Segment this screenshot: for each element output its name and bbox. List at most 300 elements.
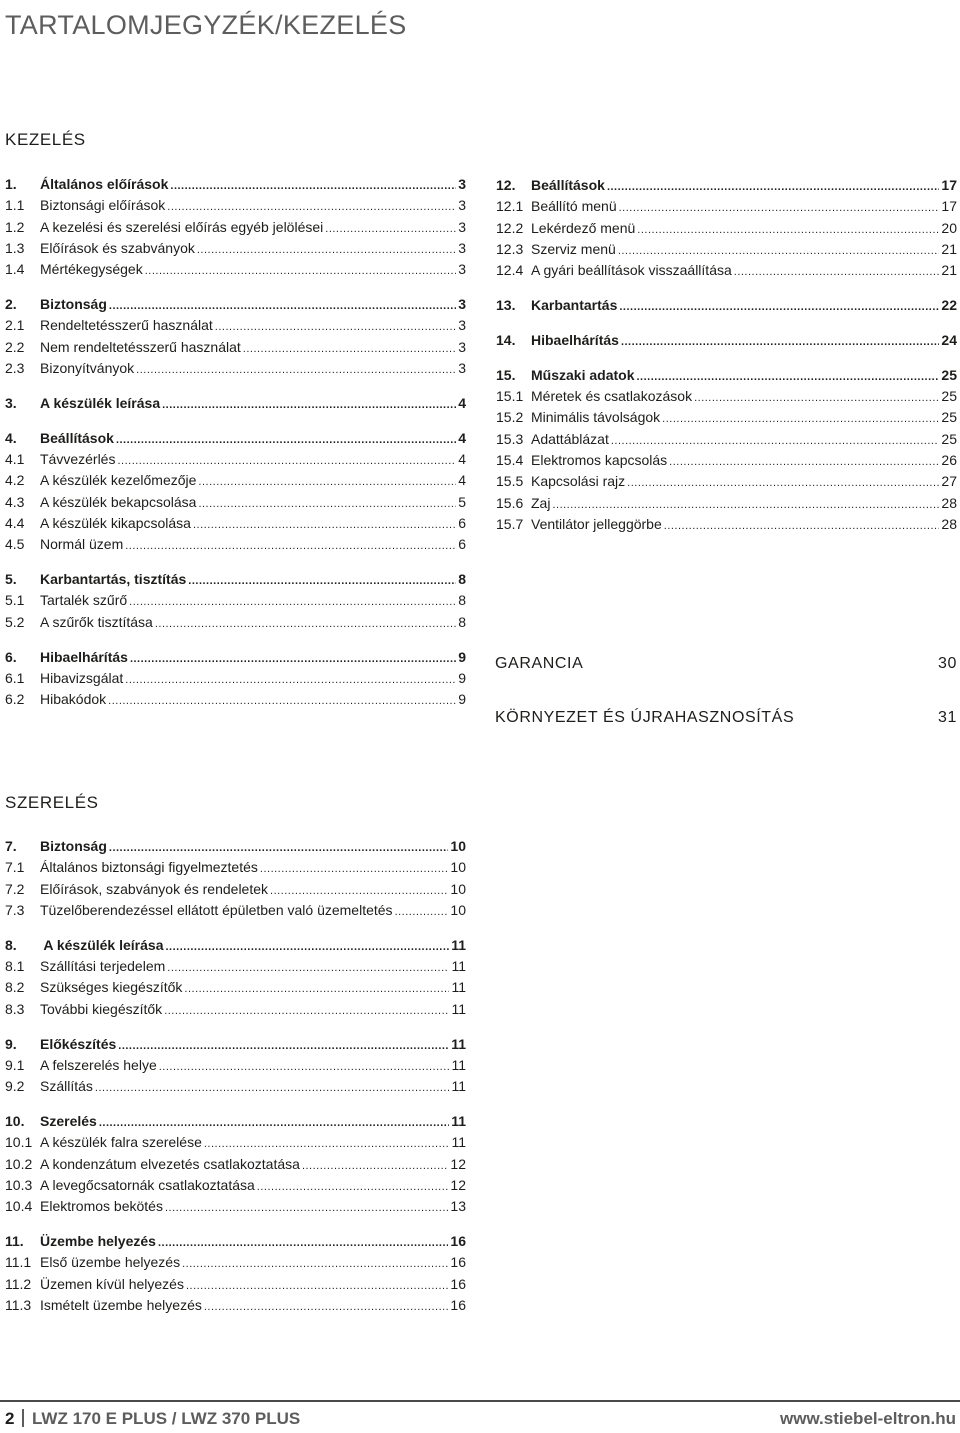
page-title: TARTALOMJEGYZÉK/KEZELÉS xyxy=(5,10,407,40)
toc-subentry[interactable] xyxy=(5,879,466,900)
toc-entry-number: 12.4 xyxy=(496,262,524,279)
toc-entry-page: 3 xyxy=(458,338,466,355)
dot-leader xyxy=(198,470,456,493)
toc-entry-title: Bizonyítványok xyxy=(40,359,135,376)
toc-entry-page: 11 xyxy=(451,1035,466,1052)
dot-leader xyxy=(164,999,449,1022)
toc-entry-page: 3 xyxy=(458,296,466,313)
toc-entry-page: 25 xyxy=(941,388,957,405)
dot-leader xyxy=(186,1274,448,1297)
toc-entry-page: 16 xyxy=(450,1275,466,1292)
toc-entry-title: Beállítások xyxy=(531,177,605,193)
toc-entry-page: 12 xyxy=(450,1155,466,1172)
toc-entry-title: Nem rendeltetésszerű használat xyxy=(40,338,241,355)
toc-entry-number: 2.3 xyxy=(5,359,25,376)
dot-leader xyxy=(125,534,456,557)
toc-entry-title: A gyári beállítások visszaállítása xyxy=(531,262,732,279)
toc-entry-title: További kiegészítők xyxy=(40,1000,163,1017)
toc-subentry[interactable] xyxy=(5,315,466,336)
dot-leader xyxy=(118,1034,449,1057)
dot-leader xyxy=(170,174,456,197)
toc-entry-number: 4.4 xyxy=(5,514,25,531)
toc-entry-page: 31 xyxy=(938,709,957,726)
toc-entry-title: Előírások, szabványok és rendeletek xyxy=(40,880,269,897)
toc-entry-number: 9. xyxy=(5,1035,17,1052)
toc-entry-title: Előírások és szabványok xyxy=(40,239,195,256)
toc-subentry[interactable] xyxy=(496,471,957,492)
dot-leader xyxy=(109,836,449,859)
toc-subentry[interactable] xyxy=(5,590,466,611)
toc-entry-number: 1. xyxy=(5,176,17,192)
toc-entry-number: 15.1 xyxy=(496,388,524,405)
toc-entry-number: 10.3 xyxy=(5,1176,33,1193)
toc-subentry[interactable] xyxy=(5,857,466,878)
toc-subentry[interactable] xyxy=(5,217,466,238)
toc-chapter-entry[interactable] xyxy=(5,174,466,195)
toc-entry-title: Általános előírások xyxy=(40,176,169,192)
toc-entry-page: 27 xyxy=(941,473,957,490)
toc-subentry[interactable] xyxy=(5,689,466,710)
toc-subentry[interactable] xyxy=(496,260,957,281)
dot-leader xyxy=(627,471,939,494)
toc-entry-title: A szűrők tisztítása xyxy=(40,613,153,630)
toc-entry-title: Tüzelőberendezéssel ellátott épületben való üzemeltetés xyxy=(40,901,393,918)
toc-entry-page: 5 xyxy=(458,493,466,510)
toc-chapter-entry[interactable] xyxy=(5,1231,466,1252)
toc-entry-title: A készülék kezelőmezője xyxy=(40,472,197,489)
toc-entry-page: 8 xyxy=(458,613,466,630)
toc-entry-page: 28 xyxy=(941,494,957,511)
dot-leader xyxy=(159,1055,450,1078)
toc-entry-page: 16 xyxy=(450,1254,466,1271)
toc-entry-label: GARANCIA xyxy=(495,655,584,672)
toc-entry-number: 15.7 xyxy=(496,515,524,532)
toc-entry-title: Beállító menü xyxy=(531,198,617,215)
footer-page-number: 2 xyxy=(5,1409,15,1428)
toc-entry-number: 15.3 xyxy=(496,430,524,447)
toc-entry-page: 11 xyxy=(451,958,466,975)
toc-entry-page: 3 xyxy=(458,176,466,192)
toc-subentry[interactable] xyxy=(5,1295,466,1316)
toc-entry-number: 12. xyxy=(496,177,516,193)
toc-entry-page: 6 xyxy=(458,536,466,553)
section-heading-szereles: SZERELÉS xyxy=(5,793,99,812)
toc-entry-label: KÖRNYEZET ÉS ÚJRAHASZNOSÍTÁS xyxy=(495,709,795,726)
toc-entry-page: 11 xyxy=(451,1000,466,1017)
toc-entry-number: 8. xyxy=(5,936,17,953)
dot-leader xyxy=(184,977,449,1000)
toc-entry-number: 3. xyxy=(5,394,17,411)
toc-entry-page: 20 xyxy=(941,219,957,236)
toc-group xyxy=(5,294,466,379)
toc-group xyxy=(5,1111,466,1217)
dot-leader xyxy=(109,294,456,317)
toc-entry-page: 17 xyxy=(941,177,957,193)
toc-entry-title: Üzemen kívül helyezés xyxy=(40,1275,184,1292)
toc-entry-title: Zaj xyxy=(531,494,551,511)
footer-separator xyxy=(22,1409,24,1427)
toc-entry-page: 21 xyxy=(941,240,957,257)
toc-subentry[interactable] xyxy=(496,407,957,428)
toc-entry-page: 10 xyxy=(450,880,466,897)
toc-entry-number: 5.1 xyxy=(5,592,25,609)
toc-entry-title: Biztonság xyxy=(40,838,107,854)
dot-leader xyxy=(662,407,939,430)
toc-group xyxy=(5,1231,466,1316)
dot-leader xyxy=(165,935,449,958)
toc-subentry[interactable] xyxy=(5,1196,466,1217)
dot-leader xyxy=(167,195,456,218)
toc-entry-title: Karbantartás xyxy=(531,297,618,314)
footer-model: LWZ 170 E PLUS / LWZ 370 PLUS xyxy=(31,1409,301,1428)
toc-entry-title: Távvezérlés xyxy=(40,451,116,468)
toc-subentry[interactable] xyxy=(5,238,466,259)
toc-entry-title: A kondenzátum elvezetés csatlakoztatása xyxy=(40,1155,300,1172)
toc-entry-title: Normál üzem xyxy=(40,536,124,553)
toc-group xyxy=(5,647,466,711)
toc-entry-page: 11 xyxy=(451,1134,466,1151)
toc-entry-number: 1.1 xyxy=(5,197,25,214)
dot-leader xyxy=(182,1252,448,1275)
toc-entry-number: 11.3 xyxy=(5,1297,32,1314)
toc-entry-title: Hibakódok xyxy=(40,691,107,708)
toc-group xyxy=(5,935,466,1020)
toc-entry-title: Hibaelhárítás xyxy=(531,331,619,348)
toc-entry-number: 4.5 xyxy=(5,536,25,553)
dot-leader xyxy=(129,590,456,613)
toc-subentry[interactable] xyxy=(5,1252,466,1273)
toc-entry-title: Adattáblázat xyxy=(531,430,609,447)
dot-leader xyxy=(130,647,456,670)
toc-entry-number: 4.2 xyxy=(5,472,25,489)
toc-entry-page: 30 xyxy=(938,655,957,672)
toc-entry-number: 12.3 xyxy=(496,240,524,257)
toc-group xyxy=(496,330,957,351)
toc-entry-title: Ismételt üzembe helyezés xyxy=(40,1297,202,1314)
toc-entry-title: Műszaki adatok xyxy=(531,366,635,383)
toc-entry-number: 7.2 xyxy=(5,880,25,897)
toc-subentry[interactable] xyxy=(5,358,466,379)
toc-entry-page: 3 xyxy=(458,218,466,235)
toc-entry-title: Elektromos kapcsolás xyxy=(531,452,668,469)
toc-group xyxy=(496,175,957,281)
toc-subentry[interactable] xyxy=(496,429,957,450)
toc-chapter-entry[interactable] xyxy=(5,393,466,414)
dot-leader xyxy=(607,175,939,198)
toc-entry-title: Tartalék szűrő xyxy=(40,592,128,609)
toc-subentry[interactable] xyxy=(5,492,466,513)
toc-entry-page: 21 xyxy=(941,262,957,279)
toc-entry-number: 15.5 xyxy=(496,473,524,490)
toc-entry-title: Elektromos bekötés xyxy=(40,1198,163,1215)
toc-entry-page: 12 xyxy=(450,1176,466,1193)
toc-chapter-entry[interactable] xyxy=(496,365,957,386)
toc-entry-number: 7.1 xyxy=(5,859,25,876)
dot-leader xyxy=(637,218,939,241)
toc-entry-page: 22 xyxy=(941,297,957,314)
toc-entry-number: 4.1 xyxy=(5,451,25,468)
toc-subentry[interactable] xyxy=(5,195,466,216)
dot-leader xyxy=(552,493,939,516)
toc-entry-title: Biztonság xyxy=(40,296,107,313)
toc-group xyxy=(5,836,466,921)
toc-entry-title: Minimális távolságok xyxy=(531,409,661,426)
toc-entry-page: 25 xyxy=(941,409,957,426)
dot-leader xyxy=(664,514,940,537)
toc-subentry[interactable] xyxy=(5,612,466,633)
toc-entry-title: A készülék leírása xyxy=(40,394,161,411)
footer-divider xyxy=(0,1400,960,1402)
toc-subentry[interactable] xyxy=(496,493,957,514)
toc-entry-title: A készülék kikapcsolása xyxy=(40,514,191,531)
toc-entry-page: 4 xyxy=(458,394,466,411)
toc-entry-page: 10 xyxy=(450,838,466,854)
toc-entry-number: 10.2 xyxy=(5,1155,33,1172)
toc-chapter-entry[interactable] xyxy=(5,935,466,956)
toc-subentry[interactable] xyxy=(496,450,957,471)
dot-leader xyxy=(198,492,456,515)
toc-subentry[interactable] xyxy=(5,470,466,491)
dot-leader xyxy=(116,428,456,451)
dot-leader xyxy=(669,450,939,473)
toc-entry-page: 3 xyxy=(458,261,466,278)
dot-leader xyxy=(619,196,940,219)
toc-entry-page: 3 xyxy=(458,197,466,214)
dot-leader xyxy=(117,449,456,472)
toc-entry-number: 15.4 xyxy=(496,452,524,469)
toc-entry-page: 28 xyxy=(941,515,957,532)
toc-entry-number: 14. xyxy=(496,331,516,348)
dot-leader xyxy=(619,295,939,318)
toc-entry-title: Beállítások xyxy=(40,429,114,446)
toc-entry-page: 9 xyxy=(458,648,466,665)
dot-leader xyxy=(636,365,939,388)
toc-subentry[interactable] xyxy=(5,1055,466,1076)
toc-group xyxy=(5,1034,466,1098)
toc-entry-page: 8 xyxy=(458,592,466,609)
toc-subentry[interactable] xyxy=(5,337,466,358)
toc-entry-number: 1.4 xyxy=(5,261,25,278)
toc-chapter-entry[interactable] xyxy=(5,1111,466,1132)
toc-entry-number: 12.2 xyxy=(496,219,524,236)
toc-entry-title: Lekérdező menü xyxy=(531,219,636,236)
toc-column-kezeles-left xyxy=(5,174,466,724)
toc-subentry[interactable] xyxy=(496,196,957,217)
dot-leader xyxy=(621,330,939,353)
toc-entry-page: 16 xyxy=(450,1233,466,1250)
dot-leader xyxy=(257,1175,449,1198)
toc-chapter-entry[interactable] xyxy=(5,1034,466,1055)
toc-entry-page: 11 xyxy=(451,936,466,953)
toc-subentry[interactable] xyxy=(5,999,466,1020)
toc-chapter-entry[interactable] xyxy=(5,836,466,857)
toc-group xyxy=(496,365,957,535)
dot-leader xyxy=(145,259,456,282)
toc-subentry[interactable] xyxy=(5,668,466,689)
dot-leader xyxy=(325,217,456,240)
toc-entry-number: 2.1 xyxy=(5,317,25,334)
dot-leader xyxy=(694,386,939,409)
toc-entry-number: 1.2 xyxy=(5,218,25,235)
toc-chapter-entry[interactable] xyxy=(496,330,957,351)
toc-entry-title: Szerviz menü xyxy=(531,240,616,257)
toc-chapter-entry[interactable] xyxy=(5,569,466,590)
toc-entry-number: 4.3 xyxy=(5,493,25,510)
toc-column-kezeles-right xyxy=(496,175,957,549)
toc-entry-title: A felszerelés helye xyxy=(40,1056,157,1073)
toc-entry-number: 2.2 xyxy=(5,338,25,355)
toc-entry-number: 11.2 xyxy=(5,1275,32,1292)
toc-entry-title: Általános biztonsági figyelmeztetés xyxy=(40,859,258,876)
dot-leader xyxy=(99,1111,449,1134)
dot-leader xyxy=(270,879,448,902)
dot-leader xyxy=(165,1196,448,1219)
toc-entry-number: 5.2 xyxy=(5,613,25,630)
dot-leader xyxy=(197,238,456,261)
toc-entry-page: 9 xyxy=(458,691,466,708)
toc-entry-page: 3 xyxy=(458,239,466,256)
toc-chapter-entry[interactable] xyxy=(496,295,957,316)
toc-subentry[interactable] xyxy=(5,513,466,534)
toc-subentry[interactable] xyxy=(5,449,466,470)
toc-entry-title: Szállítás xyxy=(40,1078,93,1095)
toc-entry-title: Méretek és csatlakozások xyxy=(531,388,693,405)
toc-chapter-entry[interactable] xyxy=(5,647,466,668)
toc-entry-page: 4 xyxy=(458,472,466,489)
toc-group xyxy=(5,569,466,633)
toc-entry-number: 10. xyxy=(5,1113,25,1130)
toc-subentry[interactable] xyxy=(5,1076,466,1097)
toc-entry-page: 4 xyxy=(458,429,466,446)
toc-entry-number: 7.3 xyxy=(5,901,25,918)
toc-entry-number: 6.2 xyxy=(5,691,25,708)
dot-leader xyxy=(108,689,456,712)
dot-leader xyxy=(302,1154,448,1177)
toc-entry-number: 11.1 xyxy=(5,1254,32,1271)
toc-entry-title: Hibaelhárítás xyxy=(40,648,128,665)
toc-group xyxy=(496,295,957,316)
toc-entry-page: 17 xyxy=(941,198,957,215)
toc-entry-number: 15. xyxy=(496,366,516,383)
toc-entry-page: 16 xyxy=(450,1297,466,1314)
toc-subentry[interactable] xyxy=(496,239,957,260)
toc-entry-page: 10 xyxy=(450,859,466,876)
toc-chapter-entry[interactable] xyxy=(5,294,466,315)
toc-entry-number: 11. xyxy=(5,1233,24,1250)
toc-entry-number: 5. xyxy=(5,571,17,588)
toc-entry-garancia[interactable] xyxy=(495,655,957,673)
footer-left xyxy=(5,1409,300,1429)
toc-entry-number: 8.2 xyxy=(5,979,25,996)
dot-leader xyxy=(162,393,456,416)
toc-entry-page: 11 xyxy=(451,1056,466,1073)
toc-group xyxy=(5,393,466,414)
toc-entry-title: A levegőcsatornák csatlakoztatása xyxy=(40,1176,255,1193)
toc-subentry[interactable] xyxy=(496,386,957,407)
toc-entry-page: 4 xyxy=(458,451,466,468)
toc-entry-title: Karbantartás, tisztítás xyxy=(40,571,187,588)
toc-entry-page: 3 xyxy=(458,359,466,376)
toc-entry-number: 6.1 xyxy=(5,669,25,686)
toc-entry-title: Biztonsági előírások xyxy=(40,197,166,214)
toc-entry-title: Mértékegységek xyxy=(40,261,143,278)
toc-subentry[interactable] xyxy=(5,259,466,280)
toc-entry-page: 13 xyxy=(450,1198,466,1215)
toc-entry-title: A készülék leírása xyxy=(40,936,164,953)
toc-entry-number: 8.1 xyxy=(5,958,25,975)
toc-subentry[interactable] xyxy=(496,218,957,239)
dot-leader xyxy=(611,429,940,452)
dot-leader xyxy=(193,513,456,536)
toc-entry-title: A készülék bekapcsolása xyxy=(40,493,197,510)
toc-entry-page: 11 xyxy=(451,1078,466,1095)
toc-group xyxy=(5,428,466,556)
toc-subentry[interactable] xyxy=(5,1154,466,1175)
dot-leader xyxy=(125,668,456,691)
toc-chapter-entry[interactable] xyxy=(496,175,957,196)
toc-entry-title: Hibavizsgálat xyxy=(40,669,124,686)
toc-subentry[interactable] xyxy=(5,900,466,921)
dot-leader xyxy=(734,260,940,283)
toc-subentry[interactable] xyxy=(5,1132,466,1153)
toc-entry-kornyezet[interactable] xyxy=(495,709,957,727)
toc-entry-number: 8.3 xyxy=(5,1000,25,1017)
dot-leader xyxy=(243,337,456,360)
toc-entry-number: 7. xyxy=(5,838,17,854)
toc-subentry[interactable] xyxy=(5,1274,466,1295)
toc-entry-number: 12.1 xyxy=(496,198,524,215)
toc-subentry[interactable] xyxy=(496,514,957,535)
toc-entry-title: Üzembe helyezés xyxy=(40,1233,156,1250)
toc-entry-number: 10.4 xyxy=(5,1198,33,1215)
toc-entry-number: 15.6 xyxy=(496,494,524,511)
toc-subentry[interactable] xyxy=(5,534,466,555)
dot-leader xyxy=(158,1231,448,1254)
dot-leader xyxy=(188,569,456,592)
toc-entry-number: 6. xyxy=(5,648,17,665)
toc-chapter-entry[interactable] xyxy=(5,428,466,449)
toc-entry-page: 25 xyxy=(941,430,957,447)
toc-entry-title: Rendeltetésszerű használat xyxy=(40,317,213,334)
toc-subentry[interactable] xyxy=(5,956,466,977)
dot-leader xyxy=(215,315,456,338)
dot-leader xyxy=(618,239,940,262)
toc-entry-page: 9 xyxy=(458,669,466,686)
dot-leader xyxy=(204,1295,449,1318)
toc-entry-title: Ventilátor jelleggörbe xyxy=(531,515,662,532)
toc-subentry[interactable] xyxy=(5,977,466,998)
toc-entry-page: 24 xyxy=(941,331,957,348)
toc-column-szereles xyxy=(5,836,466,1330)
dot-leader xyxy=(167,956,449,979)
toc-group xyxy=(5,174,466,280)
toc-entry-number: 10.1 xyxy=(5,1134,33,1151)
toc-entry-number: 9.1 xyxy=(5,1056,25,1073)
toc-entry-title: Előkészítés xyxy=(40,1035,117,1052)
toc-subentry[interactable] xyxy=(5,1175,466,1196)
toc-entry-number: 15.2 xyxy=(496,409,524,426)
section-heading-kezeles: KEZELÉS xyxy=(5,130,86,149)
toc-entry-page: 26 xyxy=(941,452,957,469)
toc-entry-number: 4. xyxy=(5,429,17,446)
toc-entry-title: Szerelés xyxy=(40,1113,97,1130)
toc-entry-title: A kezelési és szerelési előírás egyéb jelölései xyxy=(40,218,324,235)
toc-entry-number: 13. xyxy=(496,297,516,314)
toc-entry-number: 2. xyxy=(5,296,17,313)
dot-leader xyxy=(395,900,449,923)
toc-entry-page: 10 xyxy=(450,901,466,918)
toc-entry-number: 1.3 xyxy=(5,239,25,256)
